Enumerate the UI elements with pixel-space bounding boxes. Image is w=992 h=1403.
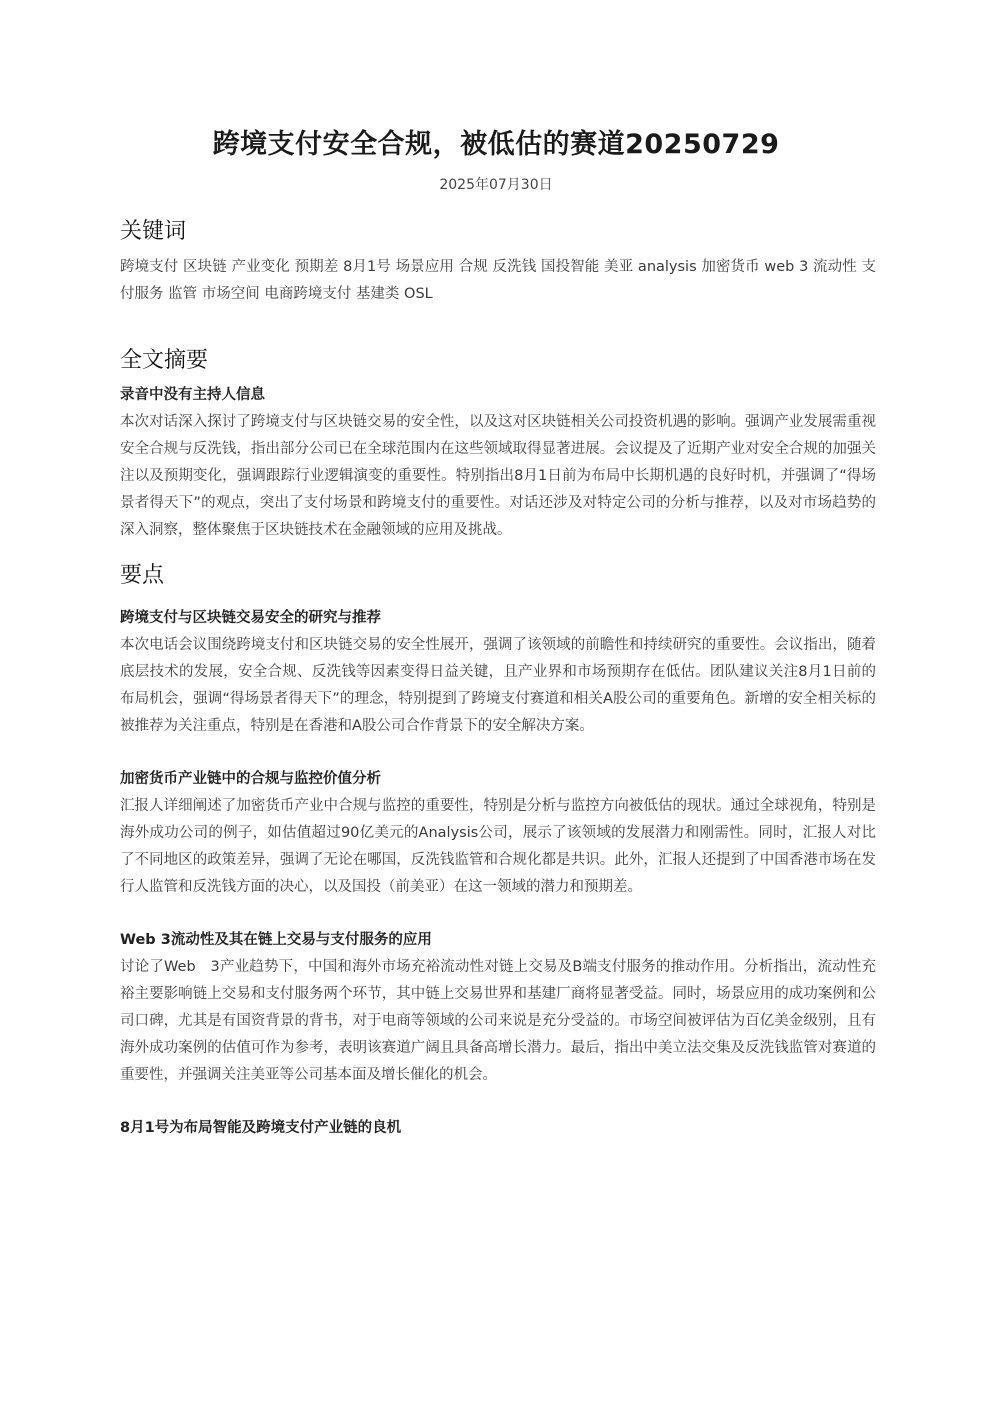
summary-section	[120, 341, 876, 544]
key-point-title: 跨境支付与区块链交易安全的研究与推荐	[120, 610, 381, 626]
key-point-title: Web 3流动性及其在链上交易与支付服务的应用	[120, 932, 432, 948]
key-point-text: 本次电话会议围绕跨境支付和区块链交易的安全性展开，强调了该领域的前瞻性和持续研究的重要性。会议指出，随着底层技术的发展，安全合规、反洗钱等因素变得日益关键，且产业界和市场预期存在低估。团队建议关注8月1日前的布局机会，强调“得场景者得天下”的理念，特别提到了跨境支付赛道和相关A股公司的重要角色。新增的安全相关标的被推荐为关注重点，特别是在香港和A股公司合作背景下的安全解决方案。	[120, 637, 876, 734]
key-point-text: 讨论了Web 3产业趋势下，中国和海外市场充裕流动性对链上交易及B端支付服务的推动作用。分析指出，流动性充裕主要影响链上交易和支付服务两个环节，其中链上交易世界和基建厂商将显著受益。同时，场景应用的成功案例和公司口碑，尤其是有国资背景的背书，对于电商等领域的公司来说是充分受益的。市场空间被评估为百亿美金级别，且有海外成功案例的估值可作为参考，表明该赛道广阔且具备高增长潜力。最后，指出中美立法交集及反洗钱监管对赛道的重要性，并强调关注美亚等公司基本面及增长催化的机会。	[120, 959, 876, 1083]
key-point-title: 加密货币产业链中的合规与监控价值分析	[120, 771, 381, 787]
summary-host-note: 录音中没有主持人信息	[120, 387, 265, 403]
key-point-item	[120, 1114, 876, 1142]
summary-text: 本次对话深入探讨了跨境支付与区块链交易的安全性，以及这对区块链相关公司投资机遇的影响。强调产业发展需重视安全合规与反洗钱，指出部分公司已在全球范围内在这些领域取得显著进展。会议提及了近期产业对安全合规的加强关注以及预期变化，强调跟踪行业逻辑演变的重要性。特别指出8月1日前为布局中长期机遇的良好时机，并强调了“得场景者得天下”的观点，突出了支付场景和跨境支付的重要性。对话还涉及对特定公司的分析与推荐，以及对市场趋势的深入洞察，整体聚焦于区块链技术在金融领域的应用及挑战。	[120, 414, 876, 538]
key-point-item	[120, 926, 876, 1089]
key-point-title: 8月1号为布局智能及跨境支付产业链的良机	[120, 1120, 402, 1136]
document-body	[120, 212, 876, 1142]
keywords-heading: 关键词	[120, 219, 187, 244]
document-title: 跨境支付安全合规，被低估的赛道20250729	[212, 129, 780, 160]
key-points-section	[120, 556, 876, 1142]
summary-heading: 全文摘要	[120, 348, 209, 373]
key-point-text: 汇报人详细阐述了加密货币产业中合规与监控的重要性，特别是分析与监控方向被低估的现状。通过全球视角，特别是海外成功公司的例子，如估值超过90亿美元的Analysis公司，展示了该领域的发展潜力和刚需性。同时，汇报人对比了不同地区的政策差异，强调了无论在哪国，反洗钱监管和合规化都是共识。此外，汇报人还提到了中国香港市场在发行人监管和反洗钱方面的决心，以及国投（前美亚）在这一领域的潜力和预期差。	[120, 798, 876, 895]
keywords-section	[120, 212, 876, 308]
key-point-item	[120, 604, 876, 740]
document-date: 2025年07月30日	[439, 177, 553, 193]
keywords-text: 跨境支付 区块链 产业变化 预期差 8月1号 场景应用 合规 反洗钱 国投智能 美亚 analysis 加密货币 web 3 流动性 支付服务 监管 市场空间 电商跨境支付 基建类 OSL	[120, 259, 876, 302]
key-points-heading: 要点	[120, 563, 165, 588]
key-point-item	[120, 765, 876, 901]
